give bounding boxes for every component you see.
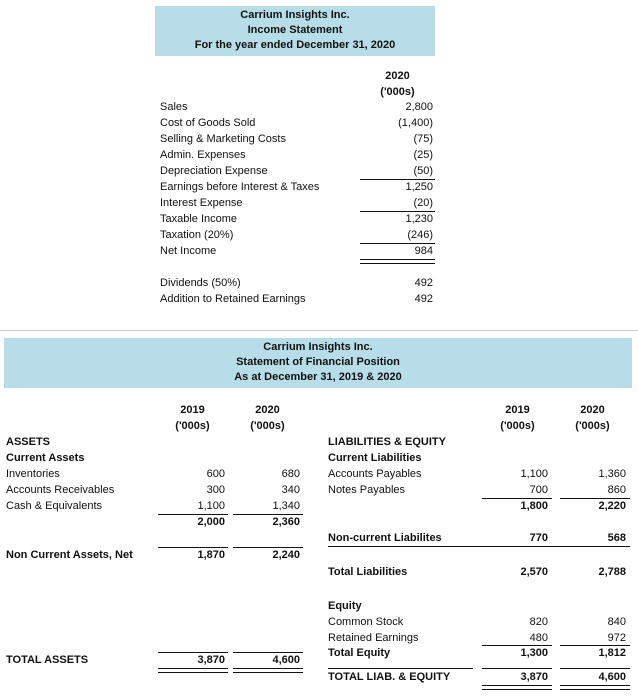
is-row-label: Sales bbox=[160, 101, 188, 113]
underline bbox=[360, 243, 435, 244]
is-col-year: 2020 bbox=[385, 70, 410, 82]
is-row-value: (246) bbox=[407, 229, 433, 241]
underline bbox=[158, 652, 228, 653]
asset-2019: 600 bbox=[206, 468, 225, 480]
non-current-assets-2019: 1,870 bbox=[197, 549, 225, 561]
non-current-liab-2020: 568 bbox=[607, 532, 626, 544]
underline bbox=[158, 514, 228, 515]
non-current-assets-label: Non Current Assets, Net bbox=[6, 549, 133, 561]
total-liab-label: Total Liabilities bbox=[328, 566, 408, 578]
total-assets-2020: 4,600 bbox=[272, 654, 300, 666]
current-assets-total-2020: 2,360 bbox=[272, 516, 300, 528]
underline bbox=[560, 498, 630, 499]
equity-2019: 820 bbox=[529, 616, 548, 628]
non-current-liab-2019: 770 bbox=[529, 532, 548, 544]
equity-label: Common Stock bbox=[328, 616, 404, 628]
is-row-label: Net Income bbox=[160, 245, 217, 257]
company-name: Carrium Insights Inc. bbox=[263, 341, 373, 353]
statement-title: Statement of Financial Position bbox=[236, 356, 400, 368]
current-assets-total-2019: 2,000 bbox=[197, 516, 225, 528]
equity-label: Retained Earnings bbox=[328, 632, 419, 644]
is-row-label: Depreciation Expense bbox=[160, 165, 268, 177]
double-underline bbox=[560, 685, 630, 690]
double-underline bbox=[233, 668, 303, 673]
is-row-label: Admin. Expenses bbox=[160, 149, 246, 161]
assets-col-2019-unit: ('000s) bbox=[175, 420, 210, 432]
equity-2019: 480 bbox=[529, 632, 548, 644]
asset-label: Accounts Receivables bbox=[6, 484, 115, 496]
double-underline bbox=[158, 668, 228, 673]
is-row-label: Interest Expense bbox=[160, 197, 243, 209]
equity-2020: 840 bbox=[607, 616, 626, 628]
asset-label: Inventories bbox=[6, 468, 60, 480]
current-liab-title: Current Liabilities bbox=[328, 452, 422, 464]
asset-2019: 1,100 bbox=[197, 500, 225, 512]
total-liab-equity-label: TOTAL LIAB. & EQUITY bbox=[328, 671, 451, 683]
assets-col-2020: 2020 bbox=[255, 404, 280, 416]
is-row-value: 1,250 bbox=[405, 181, 433, 193]
total-equity-2019: 1,300 bbox=[520, 647, 548, 659]
company-name: Carrium Insights Inc. bbox=[240, 9, 350, 21]
underline bbox=[560, 668, 630, 669]
assets-col-2020-unit: ('000s) bbox=[250, 420, 285, 432]
is-row-label: Earnings before Interest & Taxes bbox=[160, 181, 320, 193]
underline bbox=[233, 514, 303, 515]
is-row-value: (50) bbox=[413, 165, 433, 177]
liab-2020: 1,360 bbox=[598, 468, 626, 480]
underline bbox=[482, 498, 552, 499]
liab-col-2019: 2019 bbox=[505, 404, 530, 416]
statement-period: For the year ended December 31, 2020 bbox=[194, 39, 396, 51]
equity-title: Equity bbox=[328, 600, 362, 612]
is-row-label: Selling & Marketing Costs bbox=[160, 133, 286, 145]
asset-2020: 340 bbox=[281, 484, 300, 496]
asset-label: Cash & Equivalents bbox=[6, 500, 102, 512]
is-row-value: (1,400) bbox=[398, 117, 433, 129]
total-equity-2020: 1,812 bbox=[598, 647, 626, 659]
underline bbox=[233, 652, 303, 653]
liab-col-2020: 2020 bbox=[580, 404, 605, 416]
assets-title: ASSETS bbox=[6, 436, 51, 448]
asset-2020: 680 bbox=[281, 468, 300, 480]
total-assets-label: TOTAL ASSETS bbox=[6, 654, 89, 666]
is-row-value: 2,800 bbox=[405, 101, 433, 113]
statement-period: As at December 31, 2019 & 2020 bbox=[234, 371, 402, 383]
liab-2020: 860 bbox=[607, 484, 626, 496]
underline bbox=[482, 645, 552, 646]
double-underline bbox=[482, 685, 552, 690]
liab-2019: 1,100 bbox=[520, 468, 548, 480]
is-row-label: Taxable Income bbox=[160, 213, 238, 225]
liab-col-2019-unit: ('000s) bbox=[500, 420, 535, 432]
equity-2020: 972 bbox=[607, 632, 626, 644]
underline bbox=[360, 179, 435, 180]
section-divider bbox=[0, 330, 638, 331]
is-row-value: 984 bbox=[414, 245, 433, 257]
is-col-unit: ('000s) bbox=[380, 86, 415, 98]
total-liab-2019: 2,570 bbox=[520, 566, 548, 578]
underline bbox=[328, 668, 473, 669]
is-row-label: Cost of Goods Sold bbox=[160, 117, 256, 129]
current-liab-total-2020: 2,220 bbox=[598, 500, 626, 512]
liab-label: Notes Payables bbox=[328, 484, 406, 496]
non-current-liab-label: Non-current Liabilites bbox=[328, 532, 442, 544]
liab-title: LIABILITIES & EQUITY bbox=[328, 436, 446, 448]
underline bbox=[158, 547, 228, 548]
total-assets-2019: 3,870 bbox=[197, 654, 225, 666]
underline bbox=[328, 546, 630, 547]
is-row-value: 1,230 bbox=[405, 213, 433, 225]
is-row-value: (75) bbox=[413, 133, 433, 145]
dividends-label: Dividends (50%) bbox=[160, 277, 241, 289]
total-liab-equity-2019: 3,870 bbox=[520, 671, 548, 683]
retained-label: Addition to Retained Earnings bbox=[160, 293, 306, 305]
underline bbox=[560, 645, 630, 646]
liab-2019: 700 bbox=[529, 484, 548, 496]
liab-col-2020-unit: ('000s) bbox=[575, 420, 610, 432]
is-row-value: (25) bbox=[413, 149, 433, 161]
assets-col-2019: 2019 bbox=[180, 404, 205, 416]
asset-2019: 300 bbox=[206, 484, 225, 496]
is-row-value: (20) bbox=[413, 197, 433, 209]
total-liab-2020: 2,788 bbox=[598, 566, 626, 578]
current-assets-title: Current Assets bbox=[6, 452, 85, 464]
current-liab-total-2019: 1,800 bbox=[520, 500, 548, 512]
income-statement-header bbox=[155, 6, 435, 56]
dividends-value: 492 bbox=[414, 277, 433, 289]
total-liab-equity-2020: 4,600 bbox=[598, 671, 626, 683]
double-underline bbox=[360, 259, 435, 264]
underline bbox=[233, 547, 303, 548]
is-row-label: Taxation (20%) bbox=[160, 229, 234, 241]
statement-title: Income Statement bbox=[247, 24, 343, 36]
underline bbox=[360, 211, 435, 212]
total-equity-label: Total Equity bbox=[328, 647, 391, 659]
balance-sheet-header bbox=[4, 338, 632, 388]
non-current-assets-2020: 2,240 bbox=[272, 549, 300, 561]
retained-value: 492 bbox=[414, 293, 433, 305]
asset-2020: 1,340 bbox=[272, 500, 300, 512]
underline bbox=[482, 668, 552, 669]
liab-label: Accounts Payables bbox=[328, 468, 422, 480]
